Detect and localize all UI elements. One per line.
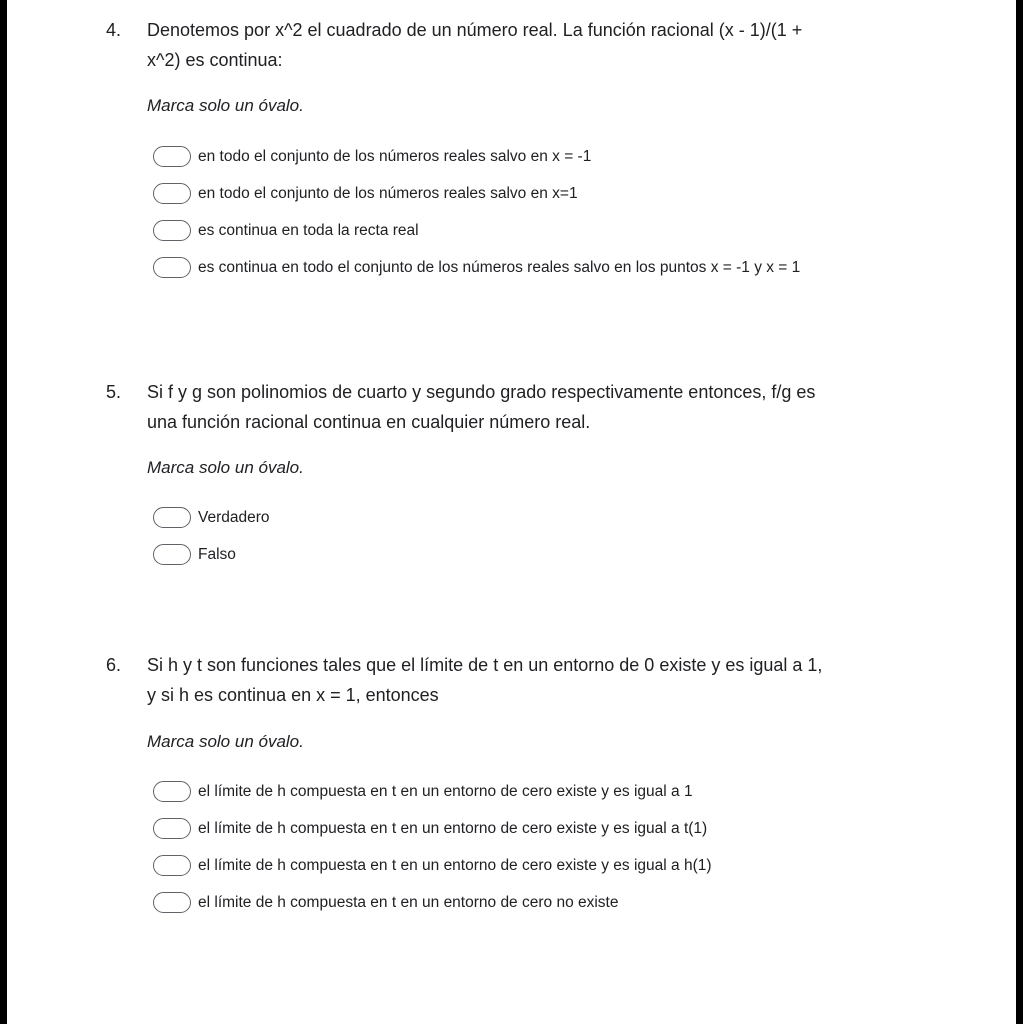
radio-oval-icon[interactable] bbox=[153, 781, 191, 802]
form-page bbox=[7, 0, 1016, 1024]
option-label: el límite de h compuesta en t en un entorno de cero existe y es igual a 1 bbox=[198, 783, 693, 800]
question-text bbox=[147, 15, 907, 75]
question-text-line: una función racional continua en cualquier número real. bbox=[147, 412, 591, 432]
option-label: es continua en toda la recta real bbox=[198, 222, 419, 239]
radio-oval-icon[interactable] bbox=[153, 818, 191, 839]
question-number: 5. bbox=[106, 382, 122, 402]
radio-oval-icon[interactable] bbox=[153, 544, 191, 565]
question-text-line: x^2) es continua: bbox=[147, 50, 283, 70]
radio-oval-icon[interactable] bbox=[153, 146, 191, 167]
question-text bbox=[147, 650, 907, 710]
option-label: el límite de h compuesta en t en un entorno de cero existe y es igual a t(1) bbox=[198, 820, 708, 837]
option-label: el límite de h compuesta en t en un entorno de cero no existe bbox=[198, 894, 619, 911]
instruction-hint: Marca solo un óvalo. bbox=[147, 96, 304, 115]
radio-oval-icon[interactable] bbox=[153, 892, 191, 913]
question-number: 6. bbox=[106, 655, 122, 675]
question-text-line: Denotemos por x^2 el cuadrado de un número real. La función racional (x - 1)/(1 + bbox=[147, 20, 803, 40]
question-text-line: Si f y g son polinomios de cuarto y segundo grado respectivamente entonces, f/g es bbox=[147, 382, 816, 402]
radio-oval-icon[interactable] bbox=[153, 220, 191, 241]
instruction-hint: Marca solo un óvalo. bbox=[147, 458, 304, 477]
option-label: en todo el conjunto de los números reales salvo en x = -1 bbox=[198, 148, 592, 165]
radio-oval-icon[interactable] bbox=[153, 183, 191, 204]
option-label: es continua en todo el conjunto de los números reales salvo en los puntos x = -1 y x = 1 bbox=[198, 259, 801, 276]
option-label: Verdadero bbox=[198, 509, 270, 526]
radio-oval-icon[interactable] bbox=[153, 507, 191, 528]
question-text bbox=[147, 377, 907, 437]
radio-oval-icon[interactable] bbox=[153, 855, 191, 876]
option-label: el límite de h compuesta en t en un entorno de cero existe y es igual a h(1) bbox=[198, 857, 712, 874]
instruction-hint: Marca solo un óvalo. bbox=[147, 732, 304, 751]
radio-oval-icon[interactable] bbox=[153, 257, 191, 278]
option-label: en todo el conjunto de los números reales salvo en x=1 bbox=[198, 185, 578, 202]
question-text-line: y si h es continua en x = 1, entonces bbox=[147, 685, 439, 705]
question-number: 4. bbox=[106, 20, 122, 40]
question-text-line: Si h y t son funciones tales que el límite de t en un entorno de 0 existe y es igual a 1, bbox=[147, 655, 823, 675]
option-label: Falso bbox=[198, 546, 236, 563]
